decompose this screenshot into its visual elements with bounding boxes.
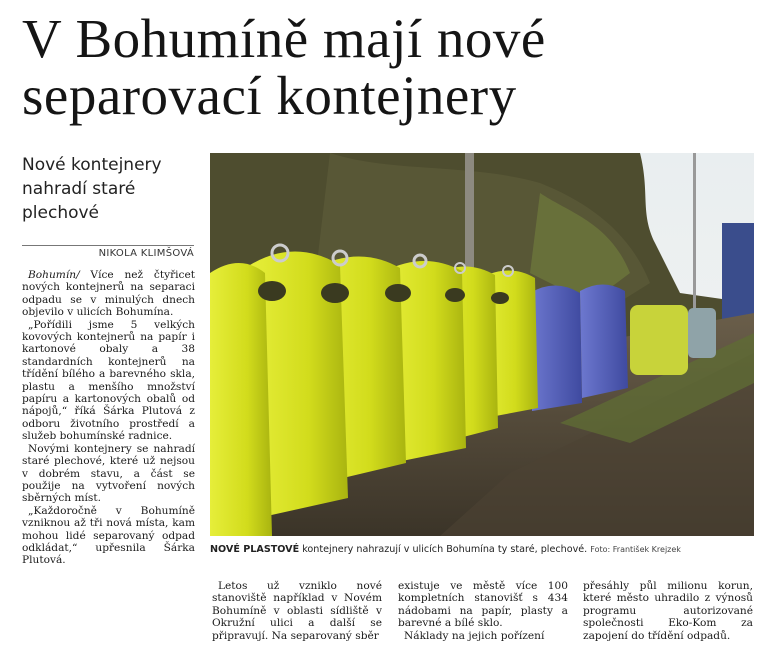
- paragraph: Novými kontejnery se nahradí staré plechové, které už nejsou v dobrém stavu, a část se použije na vytvoření nových sběrných míst.: [22, 442, 195, 505]
- article-photo: [210, 153, 754, 536]
- paragraph: Letos už vzniklo nové stanoviště například v Novém Bohumíně v oblasti sídliště v Okružní ulici a další se připravují. Na separovaný sběr: [212, 580, 382, 642]
- bottom-column-1: [212, 580, 382, 642]
- caption-text: kontejnery nahrazují v ulicích Bohumína ty staré, plechové.: [302, 544, 588, 555]
- bottom-column-2: [398, 580, 568, 642]
- bottom-column-3: [583, 580, 753, 642]
- paragraph: „Každoročně v Bohumíně vzniknou až tři nová místa, kam mohou lidé separovaný odpad odkládat,“ upřesnila Šárka Plutová.: [22, 504, 195, 567]
- paragraph: přesáhly půl milionu korun, které město uhradilo z výnosů programu autorizované společnosti Eko-Kom za zapojení do třídění odpadů.: [583, 580, 753, 642]
- photo-caption: [210, 543, 754, 556]
- photo-credit: Foto: František Krejzek: [590, 545, 681, 554]
- paragraph: [22, 269, 195, 319]
- paragraph: „Pořídili jsme 5 velkých kovových kontejnerů na papír i kartonové obaly a 38 standardních kontejnerů na třídění bílého a barevného skla, plastu a menšího množství papíru a kartonových obalů od nápojů,“ říká Šárka Plutová z odboru životního prostředí a služeb bohumínské radnice.: [22, 318, 195, 443]
- headline: V Bohumíně mají nové separovací kontejnery: [22, 8, 546, 126]
- dateline: Bohumín/: [28, 269, 80, 281]
- byline: NIKOLA KLIMŠOVÁ: [98, 248, 194, 259]
- paragraph: Náklady na jejich pořízení: [404, 629, 545, 642]
- paragraph-text: Více než čtyřicet nových kontejnerů na separaci odpadu se v minulých dnech objevilo v ulicích Bohumína.: [22, 269, 195, 319]
- paragraph: existuje ve městě více 100 kompletních stanovišť s 434 nádobami na papír, plasty a barevné a bílé sklo.: [398, 580, 568, 630]
- caption-lead: NOVÉ PLASTOVÉ: [210, 544, 300, 555]
- byline-rule: [22, 245, 194, 246]
- left-column: [22, 269, 195, 567]
- subheadline: Nové kontejnery nahradí staré plechové: [22, 155, 162, 223]
